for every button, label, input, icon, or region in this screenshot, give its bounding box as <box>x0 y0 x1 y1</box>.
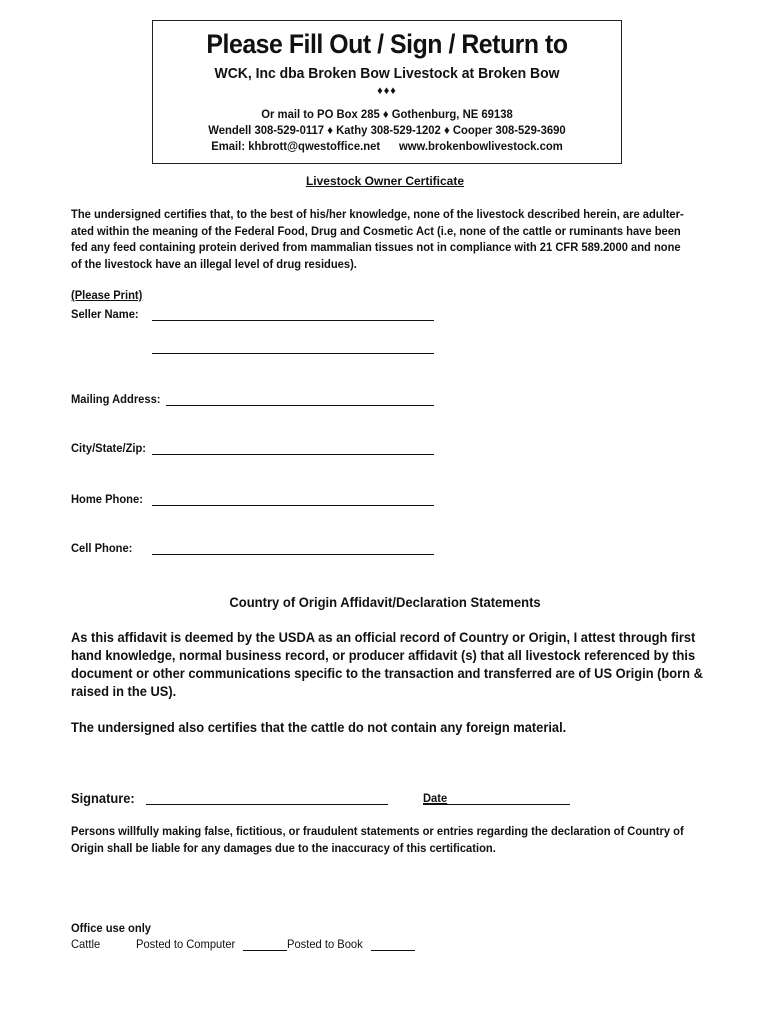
signature-label: Signature: <box>71 790 135 806</box>
posted-computer-label: Posted to Computer <box>136 937 236 951</box>
certificate-line: The undersigned certifies that, to the best of his/her knowledge, none of the livestock described herein, are adulter- <box>71 207 684 221</box>
affidavit-line: hand knowledge, normal business record, or producer affidavit (s) that all livestock referenced by this <box>71 647 696 663</box>
email-text: Email: khbrott@qwestoffice.net <box>211 139 381 153</box>
seller-name-label: Seller Name: <box>71 307 139 321</box>
email-web-line <box>167 139 607 153</box>
certificate-line: of the livestock have an illegal level of drug residues). <box>71 256 357 271</box>
company-name: WCK, Inc dba Broken Bow Livestock at Broken Bow <box>214 65 560 82</box>
please-print-note: (Please Print) <box>71 288 143 302</box>
phone-contacts-line: Wendell 308-529-0117 ♦ Kathy 308-529-1202 ♦ Cooper 308-529-3690 <box>208 123 566 137</box>
posted-book-field[interactable] <box>371 950 415 951</box>
disclaimer-line: Origin shall be liable for any damages due to the inaccuracy of this certification. <box>71 841 496 855</box>
posted-computer-field[interactable] <box>243 950 287 951</box>
office-cattle-label: Cattle <box>71 937 101 951</box>
mail-address-line: Or mail to PO Box 285 ♦ Gothenburg, NE 69138 <box>261 107 513 121</box>
seller-name-field[interactable] <box>152 320 434 321</box>
home-phone-field[interactable] <box>152 505 434 506</box>
certificate-paragraph <box>71 206 684 272</box>
page-title: Please Fill Out / Sign / Return to <box>206 29 568 59</box>
mailing-address-label: Mailing Address: <box>71 392 161 406</box>
certificate-line: ated within the meaning of the Federal Food, Drug and Cosmetic Act (i.e, none of the cattle or ruminants have been <box>71 223 681 238</box>
disclaimer-paragraph <box>71 823 684 857</box>
affidavit-line: raised in the US). <box>71 683 177 699</box>
foreign-material-statement: The undersigned also certifies that the cattle do not contain any foreign material. <box>71 719 567 735</box>
signature-field[interactable] <box>146 804 388 805</box>
certificate-title: Livestock Owner Certificate <box>305 174 465 188</box>
home-phone-label: Home Phone: <box>71 492 143 506</box>
date-field[interactable] <box>423 804 570 805</box>
certificate-line: fed any feed containing protein derived from mammalian tissues not in compliance with 21 CFR 589.2000 and none <box>71 240 681 254</box>
website-text: www.brokenbowlivestock.com <box>398 139 563 153</box>
posted-book-label: Posted to Book <box>287 937 363 951</box>
seller-name-field-2[interactable] <box>152 353 434 354</box>
city-state-zip-field[interactable] <box>152 454 434 455</box>
office-use-title: Office use only <box>71 921 152 935</box>
affidavit-line: As this affidavit is deemed by the USDA as an official record of Country or Origin, I attest through first <box>71 629 696 645</box>
diamond-ornament: ♦♦♦ <box>377 85 397 97</box>
affidavit-title: Country of Origin Affidavit/Declaration Statements <box>229 594 541 610</box>
affidavit-paragraph <box>71 628 703 700</box>
cell-phone-field[interactable] <box>152 554 434 555</box>
header-box <box>152 20 622 164</box>
disclaimer-line: Persons willfully making false, fictitious, or fraudulent statements or entries regarding the declaration of Country of <box>71 824 684 838</box>
date-label: Date <box>423 791 448 805</box>
cell-phone-label: Cell Phone: <box>71 541 133 555</box>
mailing-address-field[interactable] <box>166 405 434 406</box>
affidavit-line: document or other communications specific to the transaction and transferred are of US Origin (born & <box>71 665 703 681</box>
city-state-zip-label: City/State/Zip: <box>71 441 147 455</box>
